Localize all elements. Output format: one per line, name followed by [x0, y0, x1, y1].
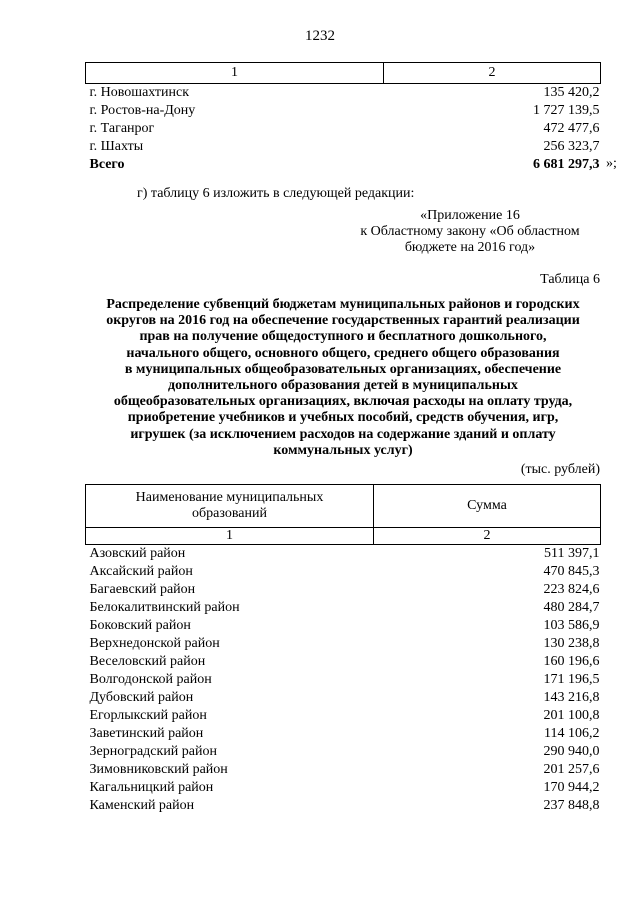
- title-line: дополнительного образования детей в муниципальных: [168, 378, 518, 394]
- municipality-name: Боковский район: [89, 618, 191, 633]
- table-row: [86, 617, 601, 635]
- table-row: [86, 779, 601, 797]
- table-row: [86, 653, 601, 671]
- total-suffix: »;: [606, 156, 617, 171]
- municipality-name: Аксайский район: [89, 564, 193, 579]
- main-table-column-numbers: [86, 528, 601, 545]
- title-line: округов на 2016 год на обеспечение государственных гарантий реализации: [106, 313, 580, 329]
- column-number-1: 1: [86, 528, 374, 545]
- municipality-name: г. Ростов-на-Дону: [89, 103, 196, 118]
- amount-value: 171 196,5: [543, 672, 600, 687]
- appendix-line: к Областному закону «Об областном: [360, 224, 580, 239]
- title-line: прав на получение общедоступного и бесплатного дошкольного,: [139, 329, 547, 345]
- top-table-col-number-2: 2: [384, 63, 601, 84]
- table-row: [86, 797, 601, 815]
- amount-value: 103 586,9: [543, 618, 600, 633]
- total-row: [86, 156, 601, 174]
- table-row: [86, 545, 601, 564]
- total-label: Всего: [89, 157, 125, 172]
- total-value: 6 681 297,3: [533, 157, 600, 172]
- municipality-name: Зерноградский район: [89, 744, 217, 759]
- column-number-2: 2: [374, 528, 601, 545]
- title-line: начального общего, основного общего, среднего общего образования: [126, 345, 560, 361]
- table-row: [86, 689, 601, 707]
- municipality-name: г. Шахты: [89, 139, 144, 154]
- instruction-text: г) таблицу 6 изложить в следующей редакции:: [137, 186, 415, 201]
- municipality-name: Кагальницкий район: [89, 780, 214, 795]
- municipality-name: Волгодонской район: [89, 672, 212, 687]
- title-line: игрушек (за исключением расходов на содержание зданий и оплату: [130, 426, 556, 442]
- municipality-name: Веселовский район: [89, 654, 206, 669]
- amount-value: 290 940,0: [543, 744, 600, 759]
- amount-value: 114 106,2: [544, 726, 600, 741]
- table-row: [86, 581, 601, 599]
- municipality-name: Дубовский район: [89, 690, 194, 705]
- amount-value: 160 196,6: [543, 654, 600, 669]
- amount-value: 470 845,3: [543, 564, 600, 579]
- table-label: Таблица 6: [540, 272, 600, 287]
- top-table-col-number-1: 1: [86, 63, 384, 84]
- title-line: в муниципальных общеобразовательных организациях, обеспечение: [124, 361, 562, 377]
- table-row: [86, 120, 601, 138]
- amount-value: 170 944,2: [543, 780, 600, 795]
- column-header-line: образований: [192, 506, 267, 521]
- page-number: 1232: [305, 28, 335, 44]
- municipality-name: Каменский район: [89, 798, 195, 813]
- title-line: приобретение учебников и учебных пособий, средств обучения, игр,: [127, 410, 559, 426]
- amount-value: 130 238,8: [543, 636, 600, 651]
- column-header-amount: Сумма: [374, 485, 601, 528]
- title-line: Распределение субвенций бюджетам муниципальных районов и городских: [106, 297, 580, 312]
- table-row: [86, 725, 601, 743]
- table-row: [86, 599, 601, 617]
- amount-value: 237 848,8: [543, 798, 600, 813]
- table-row: [86, 84, 601, 103]
- amount-value: 223 824,6: [543, 582, 600, 597]
- appendix-line: «Приложение 16: [420, 208, 520, 223]
- table-row: [86, 102, 601, 120]
- municipality-name: Верхнедонской район: [89, 636, 220, 651]
- amount-value: 201 257,6: [543, 762, 600, 777]
- appendix-reference: [340, 208, 600, 256]
- amount-value: 1 727 139,5: [533, 103, 600, 118]
- title-line: общеобразовательных организациях, включая расходы на оплату труда,: [113, 394, 573, 410]
- title-line: коммунальных услуг): [273, 442, 413, 458]
- column-header-name: [86, 485, 374, 528]
- table-row: [86, 761, 601, 779]
- top-table-header: [86, 63, 601, 84]
- table-title: [85, 297, 601, 459]
- amount-value: 256 323,7: [543, 139, 600, 154]
- municipality-name: г. Таганрог: [89, 121, 155, 136]
- main-table: [85, 484, 601, 815]
- table-row: [86, 671, 601, 689]
- units-label: (тыс. рублей): [520, 462, 600, 477]
- municipality-name: Заветинский район: [89, 726, 204, 741]
- municipality-name: Зимовниковский район: [89, 762, 228, 777]
- municipality-name: г. Новошахтинск: [89, 85, 190, 100]
- amount-value: 472 477,6: [543, 121, 600, 136]
- table-row: [86, 743, 601, 761]
- table-row: [86, 563, 601, 581]
- table-row: [86, 635, 601, 653]
- amount-value: 143 216,8: [543, 690, 600, 705]
- amount-value: 511 397,1: [544, 546, 600, 561]
- municipality-name: Егорлыкский район: [89, 708, 207, 723]
- municipality-name: Азовский район: [89, 546, 186, 561]
- amount-value: 201 100,8: [543, 708, 600, 723]
- amount-value: 135 420,2: [543, 85, 600, 100]
- main-table-header: [86, 485, 601, 528]
- municipality-name: Багаевский район: [89, 582, 196, 597]
- table-row: [86, 707, 601, 725]
- amount-value: 480 284,7: [543, 600, 600, 615]
- top-table: [85, 62, 601, 174]
- municipality-name: Белокалитвинский район: [89, 600, 240, 615]
- column-header-line: Наименование муниципальных: [135, 490, 324, 505]
- appendix-line: бюджете на 2016 год»: [404, 240, 536, 255]
- table-row: [86, 138, 601, 156]
